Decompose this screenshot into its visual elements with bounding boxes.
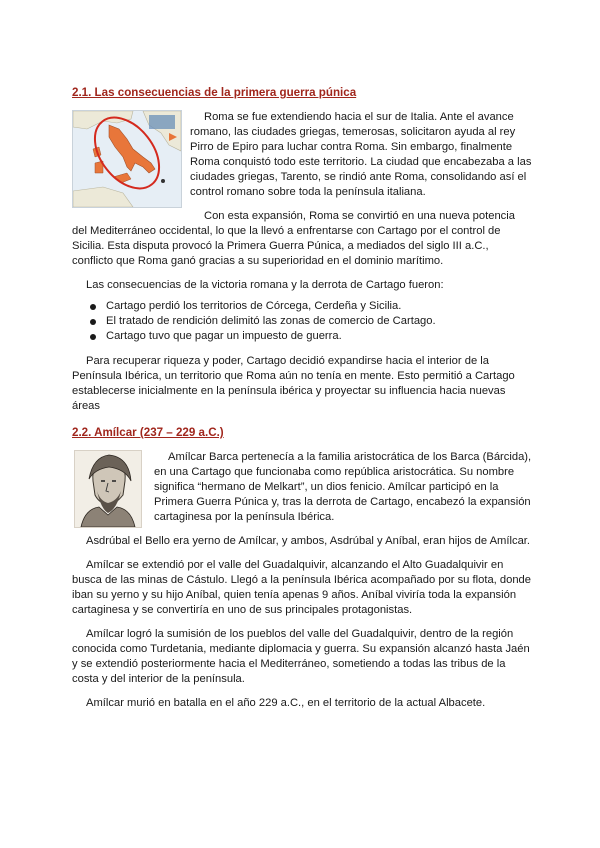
bullet-icon	[90, 334, 96, 340]
section2-paragraph-1: Amílcar Barca pertenecía a la familia aristocrática de los Barca (Bárcida), en una Cartago que funcionaba como república aristocrática. Su nombre significa “hermano de Melkart”, un dios fenicio. Amílcar participó en la Primera Guerra Púnica y, tras la derrota de Cartago, encabezó la expansión cartaginesa por la península Ibérica.	[154, 451, 532, 523]
list-item-text: El tratado de rendición delimitó las zonas de comercio de Cartago.	[106, 315, 436, 327]
section1-paragraph-3: Las consecuencias de la victoria romana y la derrota de Cartago fueron:	[86, 279, 444, 291]
section1-paragraph-1: Roma se fue extendiendo hacia el sur de Italia. Ante el avance romano, las ciudades griegas, temerosas, solicitaron ayuda al rey Pirro de Epiro para luchar contra Roma. Sin embargo, finalmente Roma conquistó todo este territorio. La ciudad que encabezaba a las ciudades griegas, Tarento, se rindió ante Roma, consolidando así el control romano sobre toda la península italiana.	[190, 111, 532, 198]
list-item	[90, 314, 532, 329]
list-item-text: Cartago tuvo que pagar un impuesto de guerra.	[106, 330, 342, 342]
section2-paragraph-4: Amílcar logró la sumisión de los pueblos del valle del Guadalquivir, dentro de la región conocida como Turdetania, mediante diplomacia y guerra. Su expansión alcanzó hasta Jaén y se extendió posteriormente hacia el Mediterráneo, sometiendo a todas las tribus de la costa y del interior de la península.	[72, 628, 530, 685]
document-page	[72, 86, 532, 720]
list-item	[90, 329, 532, 344]
section2-paragraph-2: Asdrúbal el Bello era yerno de Amílcar, y ambos, Asdrúbal y Aníbal, eran hijos de Amílcar.	[86, 535, 531, 547]
section-heading-1: 2.1. Las consecuencias de la primera guerra púnica	[72, 86, 357, 99]
section2-paragraph-5: Amílcar murió en batalla en el año 229 a.C., en el territorio de la actual Albacete.	[86, 697, 486, 709]
bullet-icon	[90, 319, 96, 325]
italy-map-graphic	[73, 111, 181, 207]
hamilcar-portrait-image	[74, 450, 142, 528]
bullet-icon	[90, 304, 96, 310]
consequences-list	[72, 299, 532, 344]
section2-paragraph-3: Amílcar se extendió por el valle del Guadalquivir, alcanzando el Alto Guadalquivir en busca de las minas de Cástulo. Llegó a la península Ibérica acompañado por su flota, donde iban su yerno y su hijo Aníbal, quien tenía apenas 9 años. Aníbal viviría toda la expansión cartaginesa y se convertiría en uno de sus principales protagonistas.	[72, 559, 531, 616]
section1-paragraph-2: Con esta expansión, Roma se convirtió en una nueva potencia del Mediterráneo occidental, lo que la llevó a enfrentarse con Cartago por el control de Sicilia. Esta disputa provocó la Primera Guerra Púnica, a mediados del siglo III a.C., conflicto que Roma ganó gracias a su superioridad en el dominio marítimo.	[72, 210, 515, 267]
list-item	[90, 299, 532, 314]
italy-map-image	[72, 110, 182, 208]
list-item-text: Cartago perdió los territorios de Córcega, Cerdeña y Sicilia.	[106, 300, 402, 312]
portrait-graphic	[75, 451, 141, 527]
section-heading-2: 2.2. Amílcar (237 – 229 a.C.)	[72, 426, 224, 439]
section1-paragraph-4: Para recuperar riqueza y poder, Cartago decidió expandirse hacia el interior de la Península Ibérica, un territorio que Roma aún no tenía en mente. Esto permitió a Cartago establecerse inicialmente en la península ibérica y proyectar su influencia hacia nuevas áreas	[72, 355, 515, 412]
